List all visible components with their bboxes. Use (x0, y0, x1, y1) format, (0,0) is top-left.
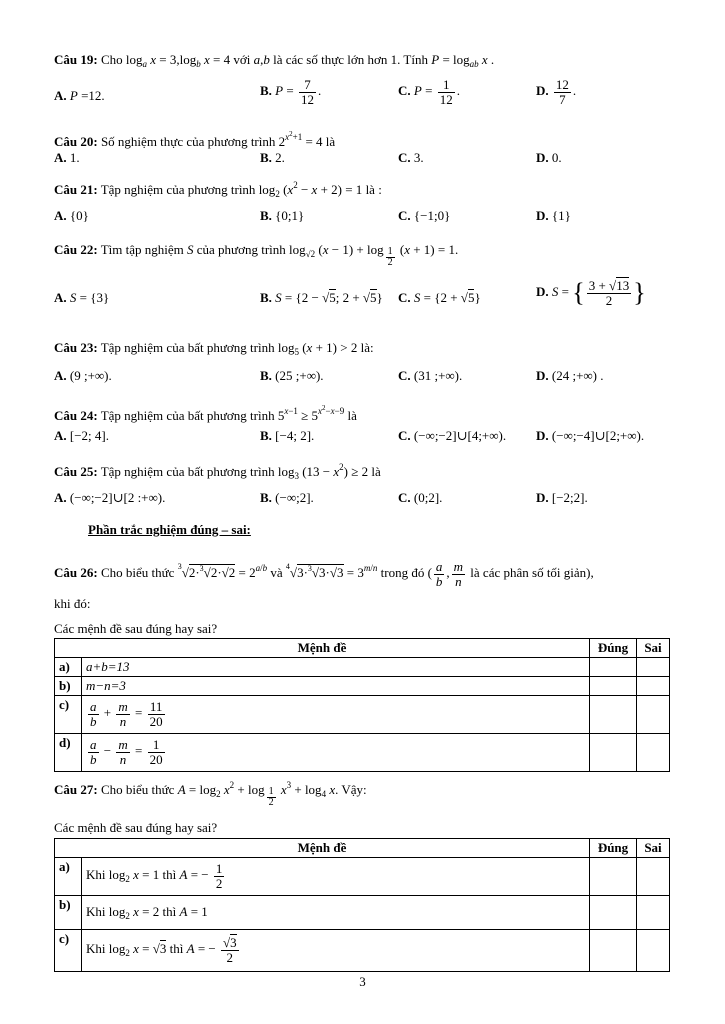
q27-text2: . Vậy: (335, 782, 367, 797)
q22-option-b: B. S = {2 − √5; 2 + √5} (260, 290, 383, 305)
q22-text2: của phương trình (196, 242, 286, 257)
q19-text4: . Tính (397, 52, 428, 67)
q24-option-d: D. (−∞;−4]∪[2;+∞). (536, 428, 645, 443)
q22-label: Câu 22: (54, 242, 98, 257)
q27-prompt: Các mệnh đề sau đúng hay sai? (54, 820, 218, 835)
true-cell[interactable] (590, 677, 637, 696)
q23-text2: là: (360, 340, 374, 355)
q19-label: Câu 19: (54, 52, 98, 67)
false-header: Sai (637, 839, 670, 858)
q25-text: Tập nghiệm của bất phương trình (100, 464, 275, 479)
true-header: Đúng (590, 639, 637, 658)
question-19: Câu 19: Cho $\log_a x = 3,\log_b$ x = 4 với a,b là các số thực lớn hơn 1. Tính $P = \log_{ab} x$ . (54, 52, 495, 69)
q27-row-a: a) Khi $\log_2 x = 1$ thì A = − $\frac{1}{2}$ (55, 858, 670, 896)
q24-label: Câu 24: (54, 408, 98, 423)
q20-option-a: A. 1. (54, 150, 80, 165)
q21-option-c: C. {−1;0} (398, 208, 451, 223)
section-title: Phần trắc nghiệm đúng – sai: (88, 522, 251, 537)
q20-option-c: C. 3. (398, 150, 424, 165)
q26-and: và (270, 565, 283, 581)
q21-option-d: D. {1} (536, 208, 571, 223)
q24-option-a: A. [−2; 4]. (54, 428, 109, 443)
q26-text: Cho biểu thức (100, 565, 175, 581)
q22-text: Tìm tập nghiệm (100, 242, 184, 257)
question-27: Câu 27: Cho biểu thức $A = \log_2 x^2 + \log$ $_{\frac{1}{2}}$ $x^3 + \log_4 x$. Vậy: (54, 780, 367, 808)
q26-row-d: d) $\frac{a}{b}$ − $\frac{m}{n}$ = $\frac{1}{20}$ (55, 734, 670, 772)
false-cell[interactable] (637, 696, 670, 734)
q21-option-a: A. {0} (54, 208, 89, 223)
q26-text3: là các phân số tối giản), (470, 565, 594, 581)
q21-text2: là : (365, 182, 382, 197)
q22-option-d: D. S = { $\frac{3 + √13}{2}$ } (536, 277, 646, 308)
q23-label: Câu 23: (54, 340, 98, 355)
statement-header: Mệnh đề (55, 839, 590, 858)
statement-header: Mệnh đề (55, 639, 590, 658)
q24-text2: là (347, 408, 357, 423)
q26-row-a-text: a+b=13 (86, 659, 130, 674)
q27-text: Cho biểu thức (100, 782, 175, 797)
q21-label: Câu 21: (54, 182, 98, 197)
q25-option-d: D. [−2;2]. (536, 490, 588, 505)
question-26: Câu 26: Cho biểu thức $^3√2\cdot^3√2\cdot√2 = 2^{a/b}$ và $^4√3\cdot^3√3\cdot√3 = 3^{m/n}$ trong đó ( $\frac{a}{b}$ , $\frac{m}{n}$ là các phân số tối giản), (54, 559, 594, 589)
false-cell[interactable] (637, 734, 670, 772)
q22-option-a: A. S = {3} (54, 290, 110, 305)
q27-row-b: b) Khi $\log_2 x = 2$ thì A = 1 (55, 896, 670, 930)
false-cell[interactable] (637, 930, 670, 972)
false-cell[interactable] (637, 896, 670, 930)
q19-text3: là các số thực lớn hơn (273, 52, 388, 67)
question-22: Câu 22: Tìm tập nghiệm S của phương trình $\log_{√2} (x - 1) + \log$ $_{\frac{1}{2}}$ (x + 1) = 1. (54, 242, 459, 268)
q23-option-d: D. (24 ;+∞) . (536, 368, 604, 383)
q27-table (54, 838, 670, 972)
q26-table-header (55, 639, 670, 658)
q26-row-a: a) a+b=13 (55, 658, 670, 677)
q20-text: Số nghiệm thực của phương trình (100, 134, 276, 149)
question-20: Câu 20: Số nghiệm thực của phương trình $2^{x^2+1} = 4$ là (54, 130, 336, 149)
q23-option-b: B. (25 ;+∞). (260, 368, 324, 383)
q19-text: Cho (100, 52, 123, 67)
q26-line2: khi đó: (54, 596, 91, 611)
question-23: Câu 23: Tập nghiệm của bất phương trình $\log_5 (x + 1) > 2$ là: (54, 340, 374, 357)
q27-row-c: c) Khi $\log_2 x = √3$ thì A = − $\frac{√3}{2}$ (55, 930, 670, 972)
q19-option-c: C. P = $\frac{1}{12}$ . (398, 77, 460, 107)
q26-prompt: Các mệnh đề sau đúng hay sai? (54, 621, 218, 636)
q25-option-c: C. (0;2]. (398, 490, 443, 505)
true-cell[interactable] (590, 930, 637, 972)
q20-option-d: D. 0. (536, 150, 562, 165)
q26-label: Câu 26: (54, 565, 98, 581)
true-cell[interactable] (590, 696, 637, 734)
q23-option-c: C. (31 ;+∞). (398, 368, 463, 383)
q25-text2: là (371, 464, 381, 479)
q24-option-c: C. (−∞;−2]∪[4;+∞). (398, 428, 507, 443)
q26-row-b: b) m−n=3 (55, 677, 670, 696)
q19-text2: với (233, 52, 251, 67)
q19-option-a: A. P =12. (54, 88, 105, 103)
q23-option-a: A. (9 ;+∞). (54, 368, 112, 383)
q26-row-b-text: m−n=3 (86, 678, 126, 693)
q21-text: Tập nghiệm của phương trình (100, 182, 256, 197)
q19-option-d: D. $\frac{12}{7}$ . (536, 77, 577, 107)
q26-row-d-text: $\frac{a}{b}$ − $\frac{m}{n}$ = $\frac{1}{20}$ (82, 734, 590, 772)
q23-text: Tập nghiệm của bất phương trình (100, 340, 275, 355)
true-cell[interactable] (590, 734, 637, 772)
q27-row-c-text: Khi $\log_2 x = √3$ thì A = − $\frac{√3}{2}$ (82, 930, 590, 972)
q27-table-header (55, 839, 670, 858)
q26-table (54, 638, 670, 772)
q20-option-b: B. 2. (260, 150, 285, 165)
q27-row-a-text: Khi $\log_2 x = 1$ thì A = − $\frac{1}{2}$ (82, 858, 590, 896)
q26-row-c-text: $\frac{a}{b}$ + $\frac{m}{n}$ = $\frac{11}{20}$ (82, 696, 590, 734)
q22-option-c: C. S = {2 + √5} (398, 290, 481, 305)
question-24: Câu 24: Tập nghiệm của bất phương trình $5^{x-1} \ge 5^{x^2-x-9}$ là (54, 404, 357, 423)
q24-text: Tập nghiệm của bất phương trình (100, 408, 275, 423)
q20-label: Câu 20: (54, 134, 98, 149)
true-cell[interactable] (590, 896, 637, 930)
false-cell[interactable] (637, 658, 670, 677)
page-number: 3 (359, 974, 366, 989)
q26-text2: trong đó ( (380, 565, 432, 581)
q27-row-b-text: Khi $\log_2 x = 2$ thì A = 1 (82, 896, 590, 930)
q25-label: Câu 25: (54, 464, 98, 479)
q21-option-b: B. {0;1} (260, 208, 305, 223)
q27-label: Câu 27: (54, 782, 98, 797)
q24-option-b: B. [−4; 2]. (260, 428, 315, 443)
false-cell[interactable] (637, 858, 670, 896)
q25-option-b: B. (−∞;2]. (260, 490, 314, 505)
false-header: Sai (637, 639, 670, 658)
false-cell[interactable] (637, 677, 670, 696)
true-cell[interactable] (590, 858, 637, 896)
q20-text2: là (325, 134, 336, 149)
q19-option-b: B. P = $\frac{7}{12}$ . (260, 77, 322, 107)
true-header: Đúng (590, 839, 637, 858)
question-21: Câu 21: Tập nghiệm của phương trình $\log_2 (x^2 - x + 2) = 1$ là : (54, 180, 382, 199)
q25-option-a: A. (−∞;−2]∪[2 :+∞). (54, 490, 166, 505)
question-25: Câu 25: Tập nghiệm của bất phương trình $\log_3 (13 - x^2) \ge 2$ là (54, 462, 381, 481)
true-cell[interactable] (590, 658, 637, 677)
q26-row-c: c) $\frac{a}{b}$ + $\frac{m}{n}$ = $\frac{11}{20}$ (55, 696, 670, 734)
